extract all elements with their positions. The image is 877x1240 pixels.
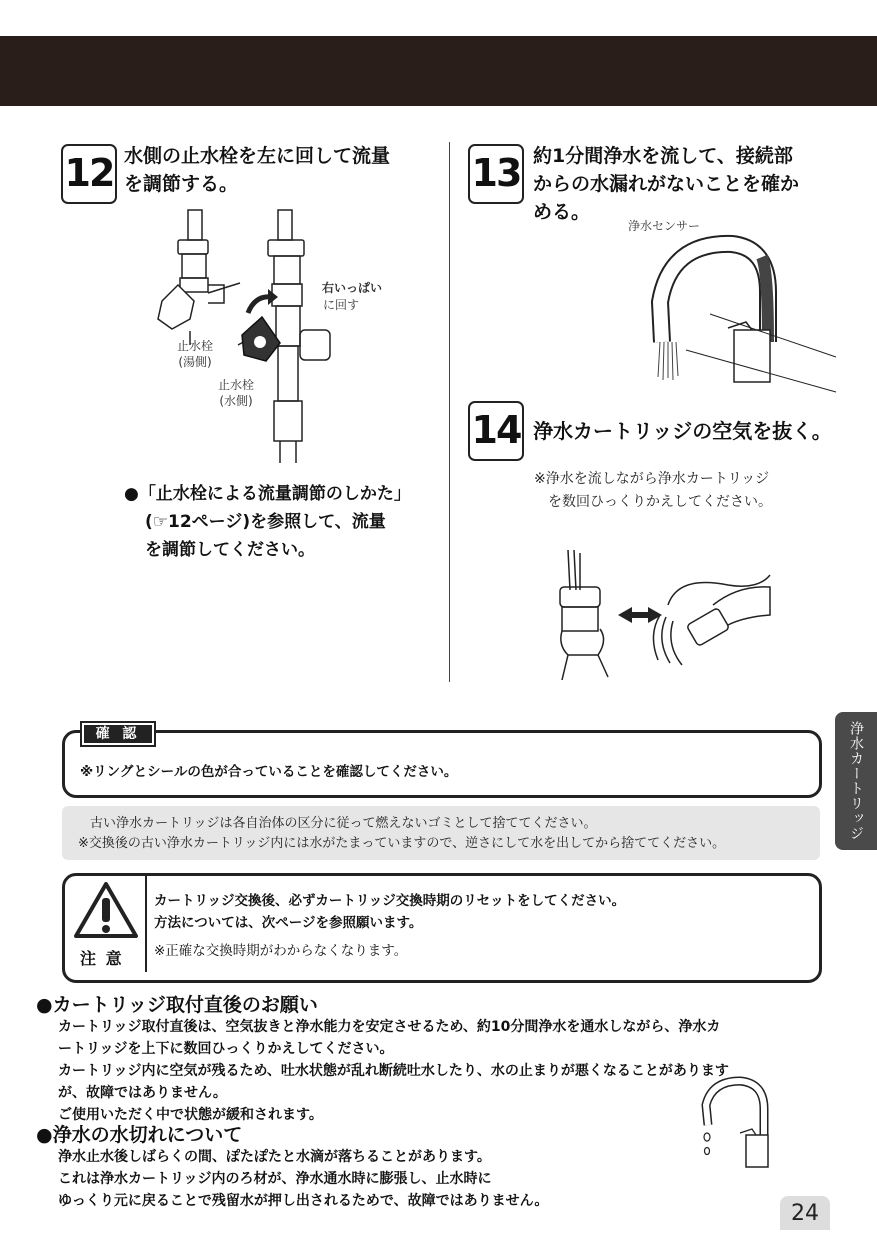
step-12-title-line1: 水側の止水栓を左に回して流量 bbox=[124, 145, 391, 167]
column-divider bbox=[449, 142, 450, 682]
section2-line2: これは浄水カートリッジ内のろ材が、浄水通水時に膨張し、止水時に bbox=[58, 1171, 492, 1187]
step-12-title-line2: を調節する。 bbox=[124, 173, 239, 195]
header-bar bbox=[0, 36, 877, 106]
step-13-number: 13 bbox=[468, 144, 524, 204]
warning-triangle-icon bbox=[72, 880, 140, 940]
step-14-note-line1: ※浄水を流しながら浄水カートリッジ bbox=[534, 471, 770, 487]
disposal-note-text bbox=[78, 814, 818, 854]
step-12-number: 12 bbox=[61, 144, 117, 204]
step-13-title-line1: 約1分間浄水を流して、接続部 bbox=[533, 145, 793, 167]
section1-body bbox=[58, 1016, 729, 1126]
cartridge-flip-illustration bbox=[548, 545, 778, 685]
step-12-title bbox=[124, 142, 390, 198]
hot-valve-label-line1: 止水栓 bbox=[177, 339, 214, 353]
section1-line5: ご使用いただく中で状態が緩和されます。 bbox=[58, 1107, 323, 1123]
confirm-text: ※リングとシールの色が合っていることを確認してください。 bbox=[80, 764, 458, 780]
step-12-bullet-line2: (☞12ページ)を参照して、流量 bbox=[145, 512, 386, 532]
step-12-bullet-line1: ●「止水栓による流量調節のしかた」 bbox=[124, 484, 411, 504]
caution-label: 注 意 bbox=[80, 949, 124, 968]
step-12-bullet-line3: を調節してください。 bbox=[145, 540, 315, 560]
valve-right-label-line2: に回す bbox=[323, 298, 360, 312]
disposal-line2: ※交換後の古い浄水カートリッジ内には水がたまっていますので、逆さにして水を出してから捨ててください。 bbox=[78, 836, 726, 851]
step-13-title bbox=[533, 142, 799, 226]
faucet-drip-illustration bbox=[690, 1075, 780, 1170]
section1-line3: カートリッジ内に空気が残るため、吐水状態が乱れ断続吐水したり、水の止まりが悪くなることがあります bbox=[58, 1063, 729, 1079]
cold-valve-label-line2: (水側) bbox=[219, 394, 253, 408]
disposal-line1: 古い浄水カートリッジは各自治体の区分に従って燃えないゴミとして捨ててください。 bbox=[90, 816, 597, 831]
step-14-title: 浄水カートリッジの空気を抜く。 bbox=[533, 419, 832, 443]
step-14-note-line2: を数回ひっくりかえしてください。 bbox=[548, 494, 772, 510]
hot-valve-label bbox=[177, 338, 213, 370]
section1-title: ●カートリッジ取付直後のお願い bbox=[36, 994, 318, 1016]
faucet-illustration bbox=[640, 232, 840, 397]
caution-line1: カートリッジ交換後、必ずカートリッジ交換時期のリセットをしてください。 bbox=[154, 893, 626, 909]
step-14-note bbox=[534, 468, 772, 514]
section2-line3: ゆっくり元に戻ることで残留水が押し出されるためで、故障ではありません。 bbox=[58, 1193, 549, 1209]
section2-line1: 浄水止水後しばらくの間、ぽたぽたと水滴が落ちることがあります。 bbox=[58, 1149, 491, 1165]
hot-valve-label-line2: (湯側) bbox=[178, 355, 212, 369]
valve-right-label-line1: 右いっぱい bbox=[322, 281, 383, 295]
step-12-bullet bbox=[124, 480, 411, 564]
caution-text bbox=[154, 890, 625, 962]
caution-line2: 方法については、次ページを参照願います。 bbox=[154, 915, 423, 931]
cold-valve-label bbox=[218, 377, 254, 409]
section1-line4: が、故障ではありません。 bbox=[58, 1085, 227, 1101]
cold-valve-label-line1: 止水栓 bbox=[218, 378, 255, 392]
section2-title: ●浄水の水切れについて bbox=[36, 1124, 243, 1146]
step-13-title-line3: める。 bbox=[533, 201, 591, 223]
confirm-tag bbox=[80, 721, 156, 747]
section2-body bbox=[58, 1146, 548, 1212]
step-13-title-line2: からの水漏れがないことを確か bbox=[533, 173, 800, 195]
section1-line1: カートリッジ取付直後は、空気抜きと浄水能力を安定させるため、約10分間浄水を通水しながら、浄水カ bbox=[58, 1019, 721, 1035]
section1-line2: ートリッジを上下に数回ひっくりかえしてください。 bbox=[58, 1041, 394, 1057]
stop-valve-illustration bbox=[150, 205, 400, 465]
page-number: 24 bbox=[780, 1196, 830, 1230]
caution-line3: ※正確な交換時期がわからなくなります。 bbox=[154, 943, 408, 959]
valve-right-label bbox=[322, 280, 382, 296]
sensor-label: 浄水センサー bbox=[628, 219, 701, 233]
confirm-tag-label: 確 認 bbox=[84, 725, 152, 743]
step-14-number: 14 bbox=[468, 401, 524, 461]
side-tab-cartridge: 浄水カートリッジ bbox=[835, 712, 877, 850]
